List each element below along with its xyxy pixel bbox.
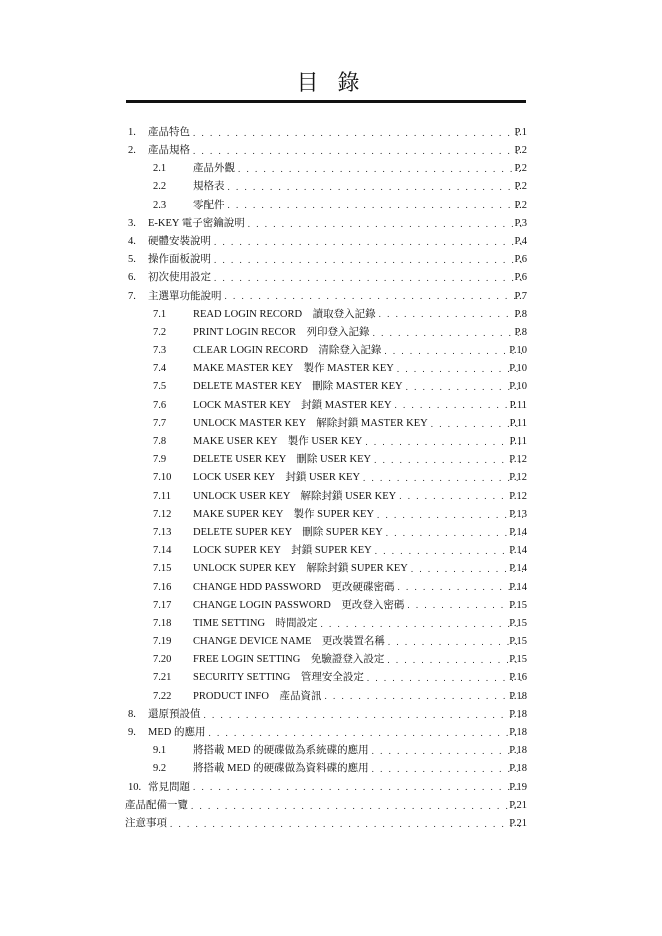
toc-entry-text <box>148 146 523 157</box>
toc-leader-dots <box>388 638 523 647</box>
toc-entry <box>0 288 662 306</box>
toc-leader-dots <box>363 474 523 483</box>
toc-entry-number: 2.3 <box>153 199 167 211</box>
toc-entry-page: P.18 <box>509 745 527 757</box>
toc-entry <box>0 470 662 488</box>
toc-entry-label: 硬體安裝說明 <box>148 235 211 247</box>
toc-entry-page: P.12 <box>509 472 527 484</box>
toc-entry-page: P.13 <box>509 508 527 520</box>
toc-entry-text <box>193 601 523 612</box>
toc-entry <box>0 124 662 142</box>
toc-entry-label: 主選單功能說明 <box>148 290 222 302</box>
toc-entry-label: MED 的應用 <box>148 727 206 739</box>
toc-entry-label: SECURITY SETTING 管理安全設定 <box>193 672 364 684</box>
toc-entry-page: P.12 <box>509 490 527 502</box>
toc-entry-page: P.18 <box>509 763 527 775</box>
toc-entry-text <box>193 692 523 703</box>
toc-entry-number: 7.8 <box>153 436 167 448</box>
toc-entry-page: P.4 <box>514 235 527 247</box>
toc-entry-label: PRODUCT INFO 產品資訊 <box>193 690 322 702</box>
toc-entry-page: P.18 <box>509 727 527 739</box>
toc-entry <box>0 633 662 651</box>
toc-entry-label: READ LOGIN RECORD 讀取登入記錄 <box>193 308 376 320</box>
toc-leader-dots <box>397 583 523 592</box>
toc-entry-label: UNLOCK USER KEY 解除封鎖 USER KEY <box>193 490 397 502</box>
toc-entry-page: P.2 <box>514 181 527 193</box>
toc-leader-dots <box>193 147 523 156</box>
toc-leader-dots <box>407 601 523 610</box>
toc-entry-number: 7.5 <box>153 381 167 393</box>
toc-entry-text <box>193 401 523 412</box>
toc-entry-text <box>193 492 523 503</box>
toc-entry-page: P.14 <box>509 563 527 575</box>
toc-leader-dots <box>373 329 523 338</box>
toc-leader-dots <box>228 201 524 210</box>
toc-entry-page: P.2 <box>514 145 527 157</box>
toc-entry-page: P.11 <box>509 417 527 429</box>
toc-entry-label: 操作面板說明 <box>148 254 211 266</box>
toc-entry-number: 1. <box>128 126 136 138</box>
toc-leader-dots <box>372 765 523 774</box>
toc-entry-label: LOCK USER KEY 封鎖 USER KEY <box>193 472 361 484</box>
toc-entry-number: 9.1 <box>153 745 167 757</box>
toc-entry-label: CHANGE DEVICE NAME 更改裝置名稱 <box>193 636 385 648</box>
toc-entry-page: P.14 <box>509 545 527 557</box>
toc-entry-text <box>193 764 523 775</box>
toc-leader-dots <box>387 656 523 665</box>
toc-entry-text <box>193 182 523 193</box>
toc-entry <box>0 197 662 215</box>
toc-entry-page: P.11 <box>509 436 527 448</box>
toc-entry <box>0 706 662 724</box>
toc-entry-number: 7.15 <box>153 563 172 575</box>
toc-leader-dots <box>386 529 523 538</box>
toc-entry-page: P.10 <box>509 381 527 393</box>
toc-entry <box>0 615 662 633</box>
toc-entry <box>0 779 662 797</box>
toc-entry-number: 2. <box>128 145 136 157</box>
toc-entry-page: P.3 <box>514 217 527 229</box>
toc-leader-dots <box>379 310 523 319</box>
toc-leader-dots <box>397 365 523 374</box>
toc-entry-page: P.10 <box>509 345 527 357</box>
toc-entry-number: 7.21 <box>153 672 172 684</box>
toc-entry-label: 還原預設值 <box>148 708 201 720</box>
toc-entry-label: LOCK SUPER KEY 封鎖 SUPER KEY <box>193 545 372 557</box>
toc-entry-label: UNLOCK SUPER KEY 解除封鎖 SUPER KEY <box>193 563 408 575</box>
toc-entry <box>0 815 662 833</box>
toc-entry <box>0 724 662 742</box>
toc-entry-label: E-KEY 電子密鑰說明 <box>148 217 245 229</box>
toc-entry <box>0 233 662 251</box>
toc-entry-label: 將搭載 MED 的硬碟做為資料碟的應用 <box>193 763 369 775</box>
toc-entry-page: P.7 <box>514 290 527 302</box>
toc-leader-dots <box>384 347 523 356</box>
toc-entry-page: P.2 <box>514 163 527 175</box>
toc-entry-text <box>125 801 523 812</box>
toc-entry-text <box>193 510 523 521</box>
toc-entry <box>0 397 662 415</box>
toc-entry-text <box>148 728 523 739</box>
toc-leader-dots <box>225 292 524 301</box>
toc-entry-text <box>148 273 523 284</box>
toc-entry-label: UNLOCK MASTER KEY 解除封鎖 MASTER KEY <box>193 417 428 429</box>
toc-entry-page: P.12 <box>509 454 527 466</box>
toc-entry-label: MAKE MASTER KEY 製作 MASTER KEY <box>193 363 394 375</box>
toc-entry-number: 7.9 <box>153 454 167 466</box>
toc-entry-text <box>148 219 523 230</box>
toc-entry-text <box>193 310 523 321</box>
toc-entry-number: 3. <box>128 217 136 229</box>
toc-entry <box>0 597 662 615</box>
toc-entry-text <box>193 528 523 539</box>
toc-leader-dots <box>208 729 523 738</box>
toc-entry-page: P.6 <box>514 272 527 284</box>
toc-entry-page: P.16 <box>509 672 527 684</box>
toc-entry-page: P.18 <box>509 690 527 702</box>
toc-entry-number: 7. <box>128 290 136 302</box>
toc-entry-label: DELETE USER KEY 刪除 USER KEY <box>193 454 372 466</box>
toc-entry-text <box>148 710 523 721</box>
toc-entry-text <box>193 455 523 466</box>
toc-entry-page: P.18 <box>509 708 527 720</box>
toc-entry-number: 7.3 <box>153 345 167 357</box>
toc-entry-page: P.8 <box>514 326 527 338</box>
toc-entry-page: P.8 <box>514 308 527 320</box>
toc-entry <box>0 324 662 342</box>
toc-entry-label: 產品配備一覽 <box>125 799 188 811</box>
toc-entry-page: P.10 <box>509 363 527 375</box>
toc-entry-number: 2.2 <box>153 181 167 193</box>
toc-entry-text <box>148 292 523 303</box>
toc-entry-number: 9. <box>128 727 136 739</box>
toc-entry-number: 7.10 <box>153 472 172 484</box>
toc-entry <box>0 561 662 579</box>
toc-entry-text <box>193 437 523 448</box>
toc-entry-label: CHANGE HDD PASSWORD 更改硬碟密碼 <box>193 581 395 593</box>
toc-entry-text <box>193 673 523 684</box>
toc-leader-dots <box>367 674 523 683</box>
toc-leader-dots <box>406 383 523 392</box>
toc-entry-label: CHANGE LOGIN PASSWORD 更改登入密碼 <box>193 599 405 611</box>
toc-entry-number: 7.7 <box>153 417 167 429</box>
toc-entry-page: P.15 <box>509 599 527 611</box>
title-rule <box>126 100 526 103</box>
toc-entry-number: 7.20 <box>153 654 172 666</box>
toc-entry-text <box>193 164 523 175</box>
page-title: 目 錄 <box>296 71 366 96</box>
toc-entry-number: 7.4 <box>153 363 167 375</box>
toc-entry-label: DELETE SUPER KEY 刪除 SUPER KEY <box>193 526 383 538</box>
toc-leader-dots <box>214 238 523 247</box>
toc-entry-text <box>193 382 523 393</box>
toc-entry-page: P.6 <box>514 254 527 266</box>
table-of-contents <box>0 124 662 833</box>
toc-entry <box>0 142 662 160</box>
toc-leader-dots <box>191 802 523 811</box>
toc-entry-text <box>148 255 523 266</box>
toc-entry <box>0 670 662 688</box>
toc-entry-number: 8. <box>128 708 136 720</box>
toc-leader-dots <box>377 511 523 520</box>
toc-entry-label: CLEAR LOGIN RECORD 清除登入記錄 <box>193 345 382 357</box>
toc-leader-dots <box>365 438 523 447</box>
toc-entry <box>0 251 662 269</box>
toc-entry-text <box>193 655 523 666</box>
toc-entry-label: 將搭載 MED 的硬碟做為系統碟的應用 <box>193 745 369 757</box>
toc-entry-text <box>125 819 523 830</box>
toc-entry <box>0 270 662 288</box>
toc-entry-number: 7.6 <box>153 399 167 411</box>
toc-leader-dots <box>399 492 523 501</box>
toc-leader-dots <box>204 711 524 720</box>
toc-entry-text <box>193 583 523 594</box>
toc-entry-page: P.14 <box>509 526 527 538</box>
toc-entry <box>0 488 662 506</box>
toc-entry-text <box>193 564 523 575</box>
toc-entry <box>0 415 662 433</box>
toc-entry <box>0 524 662 542</box>
toc-entry-number: 7.19 <box>153 636 172 648</box>
toc-entry <box>0 761 662 779</box>
toc-entry <box>0 651 662 669</box>
toc-entry <box>0 742 662 760</box>
toc-entry-number: 2.1 <box>153 163 167 175</box>
toc-entry-label: 常見問題 <box>148 781 190 793</box>
toc-entry <box>0 360 662 378</box>
toc-entry-text <box>193 346 523 357</box>
toc-entry-number: 7.17 <box>153 599 172 611</box>
toc-leader-dots <box>228 183 524 192</box>
toc-entry-page: P.21 <box>509 817 527 829</box>
toc-entry-label: LOCK MASTER KEY 封鎖 MASTER KEY <box>193 399 392 411</box>
toc-entry-label: PRINT LOGIN RECOR 列印登入記錄 <box>193 326 370 338</box>
toc-leader-dots <box>411 565 523 574</box>
toc-entry-label: 產品外觀 <box>193 163 235 175</box>
toc-entry-label: MAKE SUPER KEY 製作 SUPER KEY <box>193 508 375 520</box>
toc-entry <box>0 160 662 178</box>
toc-entry-label: 初次使用設定 <box>148 272 211 284</box>
toc-leader-dots <box>321 620 523 629</box>
toc-entry-number: 7.1 <box>153 308 167 320</box>
toc-leader-dots <box>193 783 523 792</box>
toc-leader-dots <box>193 129 523 138</box>
toc-entry-page: P.15 <box>509 617 527 629</box>
toc-entry-page: P.2 <box>514 199 527 211</box>
toc-entry-text <box>193 619 523 630</box>
toc-entry-page: P.15 <box>509 654 527 666</box>
toc-entry-text <box>193 746 523 757</box>
toc-leader-dots <box>375 547 523 556</box>
toc-entry-page: P.19 <box>509 781 527 793</box>
toc-entry-number: 7.16 <box>153 581 172 593</box>
toc-entry-text <box>148 783 523 794</box>
toc-entry-number: 7.14 <box>153 545 172 557</box>
toc-entry <box>0 433 662 451</box>
toc-entry <box>0 542 662 560</box>
toc-entry-number: 7.22 <box>153 690 172 702</box>
toc-entry-number: 7.18 <box>153 617 172 629</box>
toc-entry <box>0 688 662 706</box>
toc-entry-number: 9.2 <box>153 763 167 775</box>
toc-entry <box>0 215 662 233</box>
toc-leader-dots <box>248 220 523 229</box>
toc-entry <box>0 179 662 197</box>
toc-entry <box>0 342 662 360</box>
toc-entry-text <box>193 637 523 648</box>
toc-leader-dots <box>214 274 523 283</box>
toc-entry-text <box>148 128 523 139</box>
toc-entry-text <box>193 328 523 339</box>
toc-entry-number: 10. <box>128 781 142 793</box>
toc-entry-number: 5. <box>128 254 136 266</box>
toc-entry-number: 7.11 <box>153 490 171 502</box>
toc-entry-page: P.1 <box>514 126 527 138</box>
toc-entry-label: 規格表 <box>193 181 225 193</box>
toc-leader-dots <box>372 747 523 756</box>
toc-entry-label: FREE LOGIN SETTING 免驗證登入設定 <box>193 654 385 666</box>
toc-entry-text <box>193 546 523 557</box>
toc-entry <box>0 506 662 524</box>
toc-entry-label: 產品特色 <box>148 126 190 138</box>
toc-entry-page: P.14 <box>509 581 527 593</box>
toc-entry-text <box>193 473 523 484</box>
toc-entry-label: DELETE MASTER KEY 刪除 MASTER KEY <box>193 381 403 393</box>
toc-entry <box>0 451 662 469</box>
toc-entry-label: 注意事項 <box>125 817 167 829</box>
toc-leader-dots <box>374 456 523 465</box>
toc-entry <box>0 306 662 324</box>
toc-entry-label: MAKE USER KEY 製作 USER KEY <box>193 436 363 448</box>
toc-entry-label: 產品規格 <box>148 145 190 157</box>
toc-entry-page: P.11 <box>509 399 527 411</box>
toc-leader-dots <box>170 820 523 829</box>
toc-leader-dots <box>214 256 523 265</box>
toc-entry-number: 7.12 <box>153 508 172 520</box>
toc-entry <box>0 797 662 815</box>
toc-entry-page: P.15 <box>509 636 527 648</box>
toc-entry-text <box>193 201 523 212</box>
toc-entry <box>0 379 662 397</box>
toc-entry-number: 6. <box>128 272 136 284</box>
toc-leader-dots <box>395 401 523 410</box>
toc-entry-text <box>193 419 523 430</box>
toc-leader-dots <box>238 165 523 174</box>
toc-entry-number: 4. <box>128 235 136 247</box>
toc-entry-text <box>193 364 523 375</box>
toc-entry-page: P.21 <box>509 799 527 811</box>
toc-entry-label: 零配件 <box>193 199 225 211</box>
toc-entry <box>0 579 662 597</box>
toc-leader-dots <box>324 692 523 701</box>
toc-entry-number: 7.13 <box>153 526 172 538</box>
toc-entry-number: 7.2 <box>153 326 167 338</box>
toc-entry-label: TIME SETTING 時間設定 <box>193 617 318 629</box>
toc-entry-text <box>148 237 523 248</box>
